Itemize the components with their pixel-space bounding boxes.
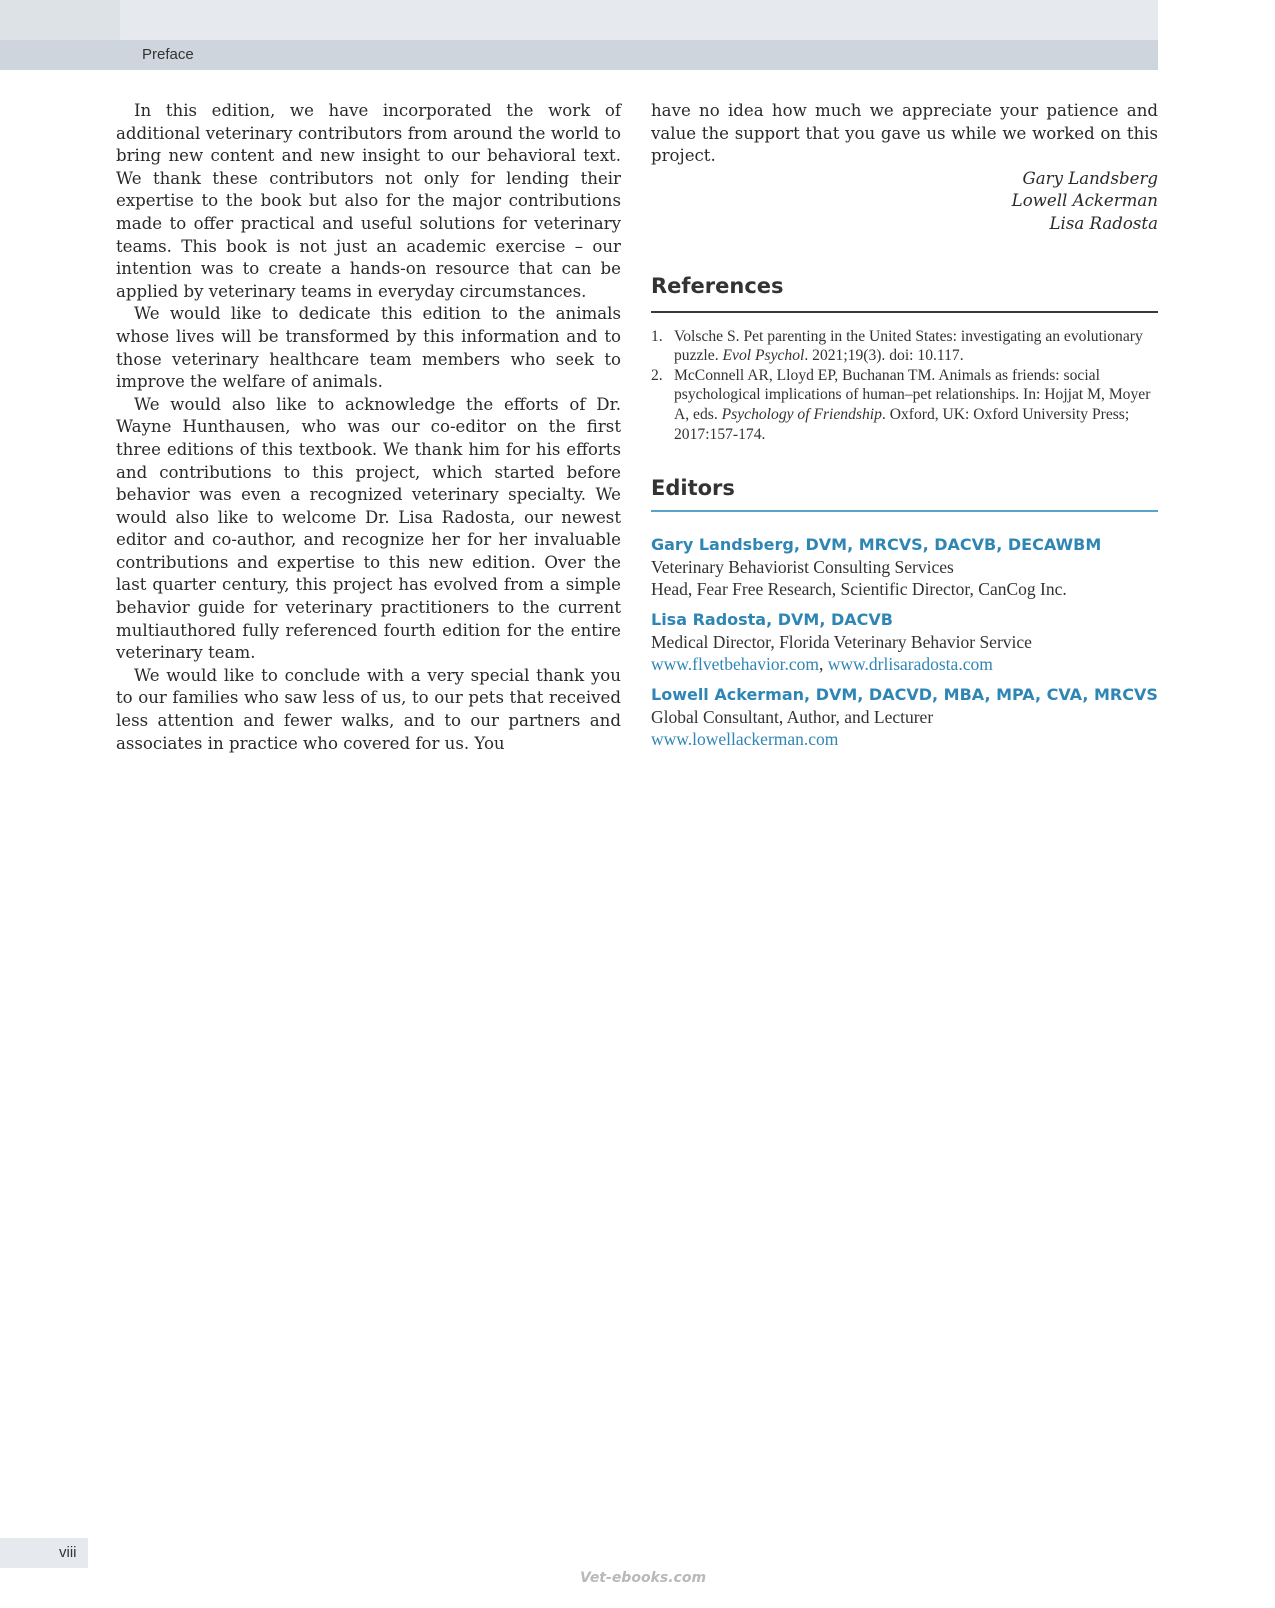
reference-item: 1. Volsche S. Pet parenting in the United States: investigating an evolutionary puzzle. Evol Psychol. 2021;19(3). doi: 10.117. — [651, 327, 1143, 365]
top-band — [0, 0, 1158, 40]
running-head-bar — [0, 40, 1158, 70]
editor-entry — [651, 684, 1158, 750]
editor-affiliation: Global Consultant, Author, and Lecturer — [651, 707, 934, 728]
editors-heading: Editors — [651, 476, 735, 501]
editor-name: Lowell Ackerman, DVM, DACVD, MBA, MPA, CVA, MRCVS — [651, 685, 1158, 705]
editor-entry — [651, 534, 1158, 600]
reference-item: 2. McConnell AR, Lloyd EP, Buchanan TM. Animals as friends: social psychological implications of human–pet relationships. In: Hojjat M, Moyer A, eds. Psychology of Friendship. Oxford, UK: Oxford University Press; 2017:157-174. — [651, 366, 1151, 443]
watermark-logo: Vet-ebooks.com — [580, 1570, 707, 1586]
preface-paragraph-3: We would also like to acknowledge the efforts of Dr. Wayne Hunthausen, who was our co-editor on the first three editions of this textbook. We thank him for his efforts and contributions to this project, which started before behavior was even a recognized veterinary specialty. We would also like to welcome Dr. Lisa Radosta, our newest editor and co-author, and recognize her for her invaluable contributions and expertise to this new edition. Over the last quarter century, this project has evolved from a simple behavior guide for veterinary practitioners to the current multiauthored fully referenced fourth edition for the entire veterinary team. — [116, 394, 621, 663]
signature-name: Lowell Ackerman — [1011, 191, 1158, 211]
editor-links: www.flvetbehavior.com, www.drlisaradosta.com — [651, 654, 993, 675]
top-band-tab — [0, 0, 120, 40]
editor-entry — [651, 609, 1158, 675]
editor-website-link[interactable]: www.drlisaradosta.com — [827, 654, 993, 675]
preface-paragraph-2: We would like to dedicate this edition to the animals whose lives will be transformed by this information and to those veterinary healthcare team members who seek to improve the welfare of animals. — [116, 304, 621, 392]
page-number: viii — [59, 1544, 77, 1561]
signature-block — [651, 168, 1158, 236]
left-column — [116, 100, 621, 755]
preface-continuation: have no idea how much we appreciate your patience and value the support that you gave us while we worked on this project. — [651, 101, 1158, 166]
editor-name: Gary Landsberg, DVM, MRCVS, DACVB, DECAWBM — [651, 535, 1102, 555]
folio-tab — [0, 1538, 88, 1568]
signature-name: Lisa Radosta — [1049, 213, 1158, 233]
signature-name: Gary Landsberg — [1022, 168, 1158, 188]
right-column — [651, 100, 1158, 759]
preface-paragraph-1: In this edition, we have incorporated the work of additional veterinary contributors from around the world to bring new content and new insight to our behavioral text. We thank these contributors not only for lending their expertise to the book but also for the major contributions made to offer practical and useful solutions for veterinary teams. This book is not just an academic exercise – our intention was to create a hands-on resource that can be applied by veterinary teams in everyday circumstances. — [116, 101, 621, 301]
editor-website-link[interactable]: www.lowellackerman.com — [651, 729, 839, 750]
preface-paragraph-4: We would like to conclude with a very special thank you to our families who saw less of us, to our pets that received less attention and fewer walks, and to our partners and associates in practice who covered for us. You — [116, 665, 621, 753]
running-head: Preface — [142, 46, 194, 63]
editor-affiliation: Medical Director, Florida Veterinary Behavior Service — [651, 632, 1032, 653]
editor-name: Lisa Radosta, DVM, DACVB — [651, 610, 893, 630]
references-heading: References — [651, 273, 784, 298]
editor-affiliation: Veterinary Behaviorist Consulting Services — [651, 557, 954, 578]
references-list — [651, 327, 1158, 445]
editor-title: Head, Fear Free Research, Scientific Director, CanCog Inc. — [651, 579, 1067, 600]
editor-links — [651, 728, 1158, 750]
editor-website-link[interactable]: www.flvetbehavior.com — [651, 654, 819, 675]
